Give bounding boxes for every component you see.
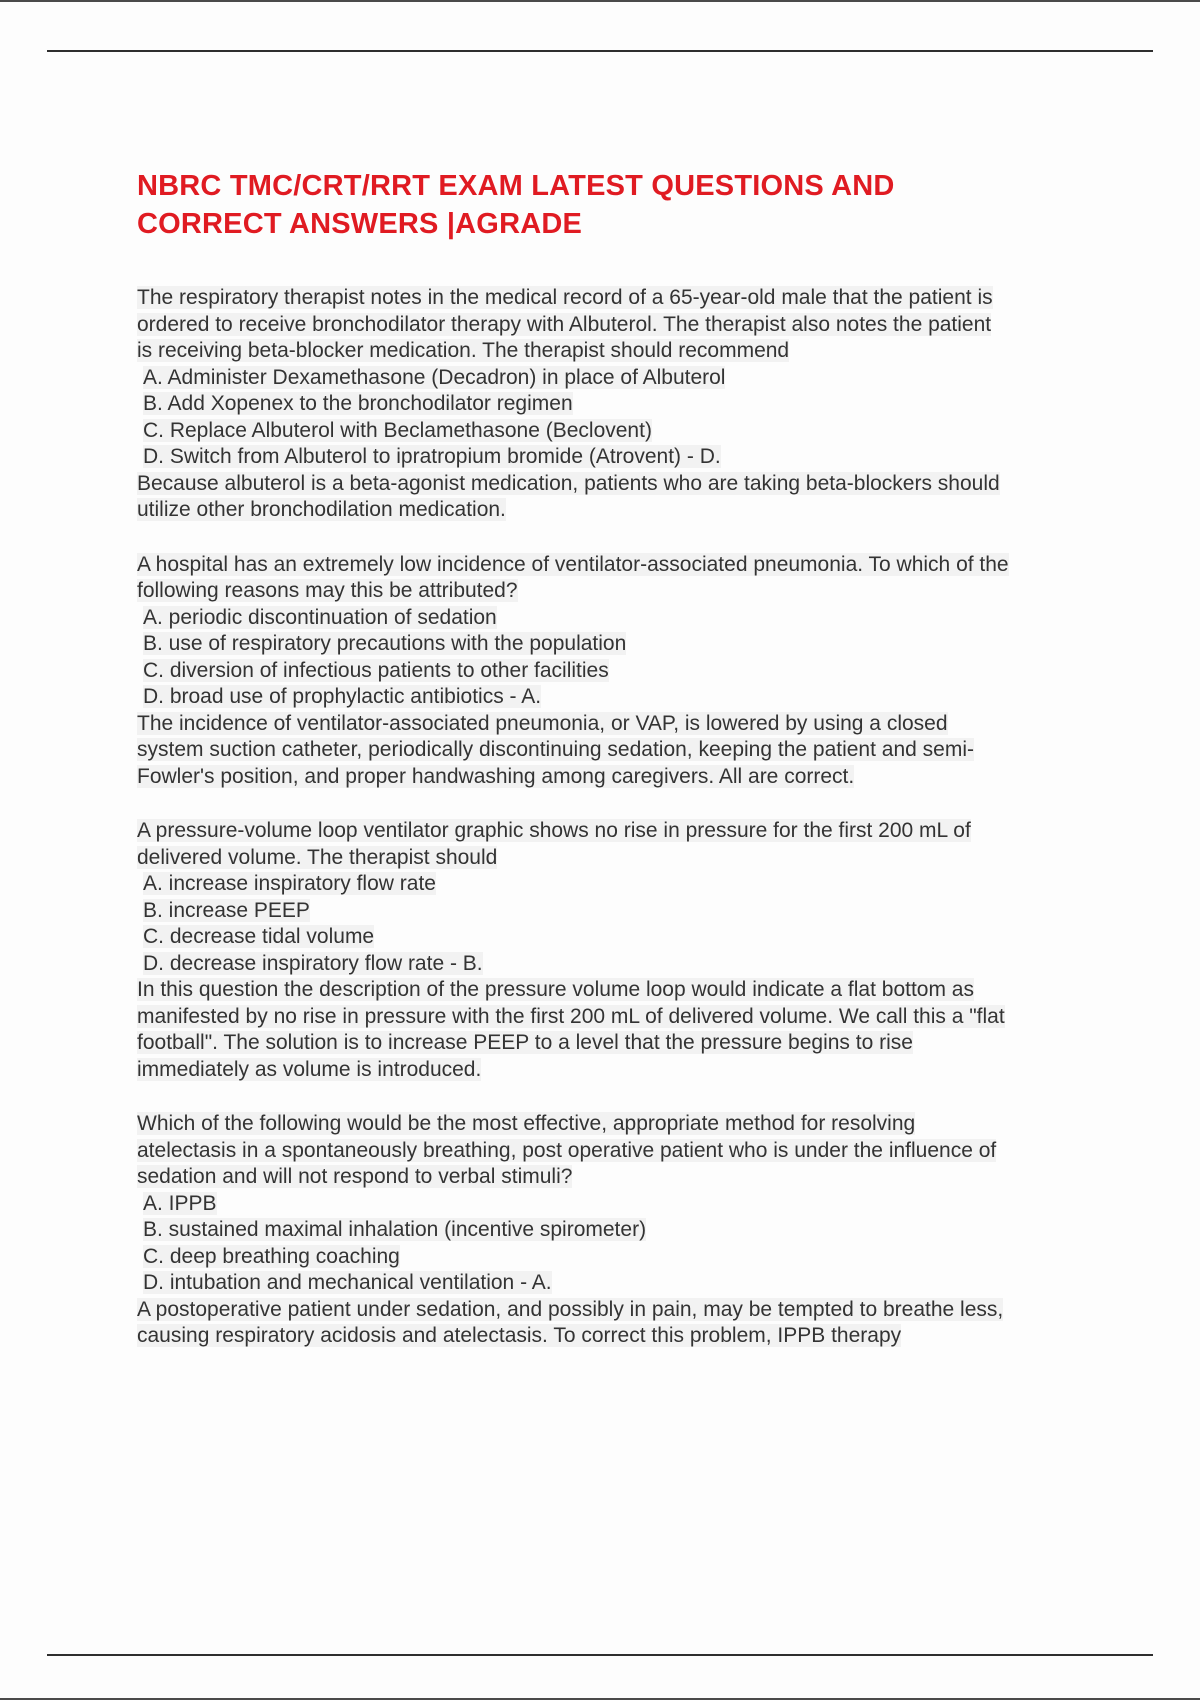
option-a: A. Administer Dexamethasone (Decadron) in place of Albuterol <box>143 365 726 389</box>
answer-explanation: In this question the description of the pressure volume loop would indicate a flat bottom as manifested by no rise in pressure with the first 200 mL of delivered volume. We call this a "flat football". The solution is to increase PEEP to a level that the pressure begins to rise immediately as volume is introduced. <box>137 978 1005 1081</box>
question-block-3 <box>137 818 1009 1083</box>
question-text: Which of the following would be the most effective, appropriate method for resolving atelectasis in a spontaneously breathing, post operative patient who is under the influence of sedation and will not respond to verbal stimuli? <box>137 1112 997 1189</box>
answer-explanation: A postoperative patient under sedation, and possibly in pain, may be tempted to breathe less, causing respiratory acidosis and atelectasis. To correct this problem, IPPB therapy <box>137 1297 1004 1348</box>
question-block-1 <box>137 285 1009 524</box>
option-c: C. decrease tidal volume <box>143 925 375 949</box>
bottom-divider <box>47 1654 1153 1656</box>
option-b: B. Add Xopenex to the bronchodilator regimen <box>143 392 573 416</box>
option-a: A. increase inspiratory flow rate <box>143 872 436 896</box>
option-a: A. IPPB <box>143 1191 217 1215</box>
question-block-4 <box>137 1111 1009 1350</box>
answer-explanation: Because albuterol is a beta-agonist medication, patients who are taking beta-blockers should utilize other bronchodilation medication. <box>137 471 1000 522</box>
answer-explanation: The incidence of ventilator-associated pneumonia, or VAP, is lowered by using a closed system suction catheter, periodically discontinuing sedation, keeping the patient and semi-Fowler's position, and proper handwashing among caregivers. All are correct. <box>137 711 974 788</box>
option-b: B. use of respiratory precautions with the population <box>143 632 627 656</box>
document-content <box>137 2 1009 1350</box>
top-divider <box>47 50 1153 52</box>
option-b: B. sustained maximal inhalation (incentive spirometer) <box>143 1218 647 1242</box>
option-b: B. increase PEEP <box>143 898 310 922</box>
document-title <box>137 168 1009 243</box>
option-d-answer: D. intubation and mechanical ventilation - A. <box>143 1271 552 1295</box>
option-a: A. periodic discontinuation of sedation <box>143 605 497 629</box>
option-c: C. deep breathing coaching <box>143 1244 400 1268</box>
question-text: The respiratory therapist notes in the medical record of a 65-year-old male that the patient is ordered to receive bronchodilator therapy with Albuterol. The therapist also notes the patient is receiving beta-blocker medication. The therapist should recommend <box>137 286 993 363</box>
document-title-text: NBRC TMC/CRT/RRT EXAM LATEST QUESTIONS AND CORRECT ANSWERS |AGRADE <box>137 170 895 240</box>
option-d-answer: D. decrease inspiratory flow rate - B. <box>143 951 483 975</box>
question-block-2 <box>137 552 1009 791</box>
question-text: A hospital has an extremely low incidence of ventilator-associated pneumonia. To which of the following reasons may this be attributed? <box>137 552 1009 603</box>
option-c: C. Replace Albuterol with Beclamethasone (Beclovent) <box>143 418 652 442</box>
question-text: A pressure-volume loop ventilator graphic shows no rise in pressure for the first 200 mL of delivered volume. The therapist should <box>137 819 971 869</box>
option-c: C. diversion of infectious patients to other facilities <box>143 658 609 682</box>
option-d-answer: D. broad use of prophylactic antibiotics - A. <box>143 685 542 709</box>
option-d-answer: D. Switch from Albuterol to ipratropium bromide (Atrovent) - D. <box>143 445 721 469</box>
